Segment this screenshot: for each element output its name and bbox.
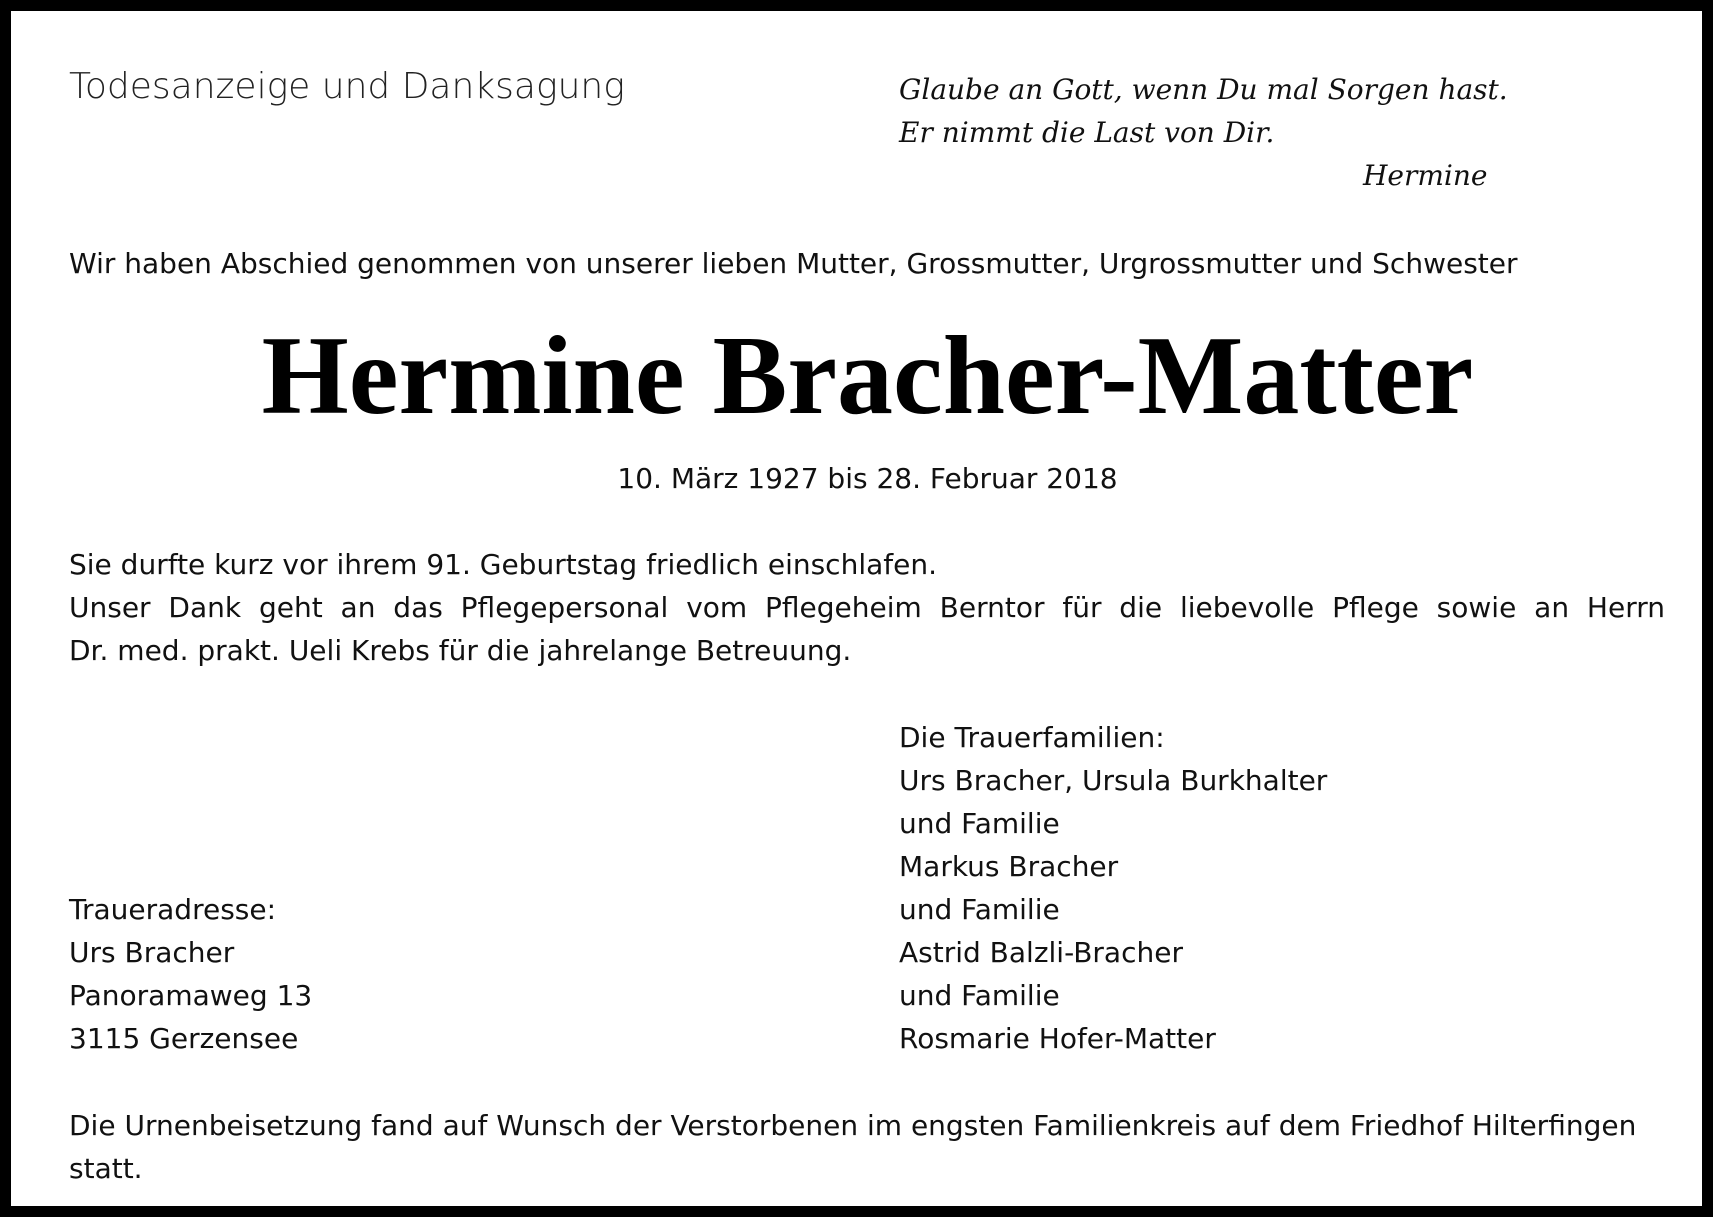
intro-text: Wir haben Abschied genommen von unserer lieben Mutter, Grossmutter, Urgrossmutter und Schwester xyxy=(69,247,1518,280)
family-line: Urs Bracher, Ursula Burkhalter xyxy=(899,764,1328,797)
family-line: Rosmarie Hofer-Matter xyxy=(899,1022,1216,1055)
family-line: und Familie xyxy=(899,893,1060,926)
quote-line-2: Er nimmt die Last von Dir. xyxy=(899,116,1275,149)
message-line-1: Sie durfte kurz vor ihrem 91. Geburtstag friedlich einschlafen. xyxy=(69,548,937,581)
family-line: und Familie xyxy=(899,979,1060,1012)
quote-line-1: Glaube an Gott, wenn Du mal Sorgen hast. xyxy=(899,73,1508,106)
message-line-2: Unser Dank geht an das Pflegepersonal vom Pflegeheim Berntor für die liebevolle Pflege sowie an Herrn xyxy=(69,591,1665,624)
address-line: 3115 Gerzensee xyxy=(69,1022,299,1055)
deceased-name: Hermine Bracher-Matter xyxy=(261,314,1474,438)
address-line: Panoramaweg 13 xyxy=(69,979,313,1012)
family-line: Astrid Balzli-Bracher xyxy=(899,936,1183,969)
notice-heading: Todesanzeige und Danksagung xyxy=(69,66,625,107)
message-line-3: Dr. med. prakt. Ueli Krebs für die jahrelange Betreuung. xyxy=(69,634,852,667)
life-dates: 10. März 1927 bis 28. Februar 2018 xyxy=(617,462,1118,495)
quote-author: Hermine xyxy=(1363,159,1488,192)
address-heading: Traueradresse: xyxy=(69,893,277,926)
families-heading: Die Trauerfamilien: xyxy=(899,721,1165,754)
closing-line-1: Die Urnenbeisetzung fand auf Wunsch der Verstorbenen im engsten Familienkreis auf dem Friedhof Hilterfingen xyxy=(69,1109,1637,1142)
closing-line-2: statt. xyxy=(69,1152,143,1185)
family-line: Markus Bracher xyxy=(899,850,1119,883)
address-line: Urs Bracher xyxy=(69,936,235,969)
family-line: und Familie xyxy=(899,807,1060,840)
